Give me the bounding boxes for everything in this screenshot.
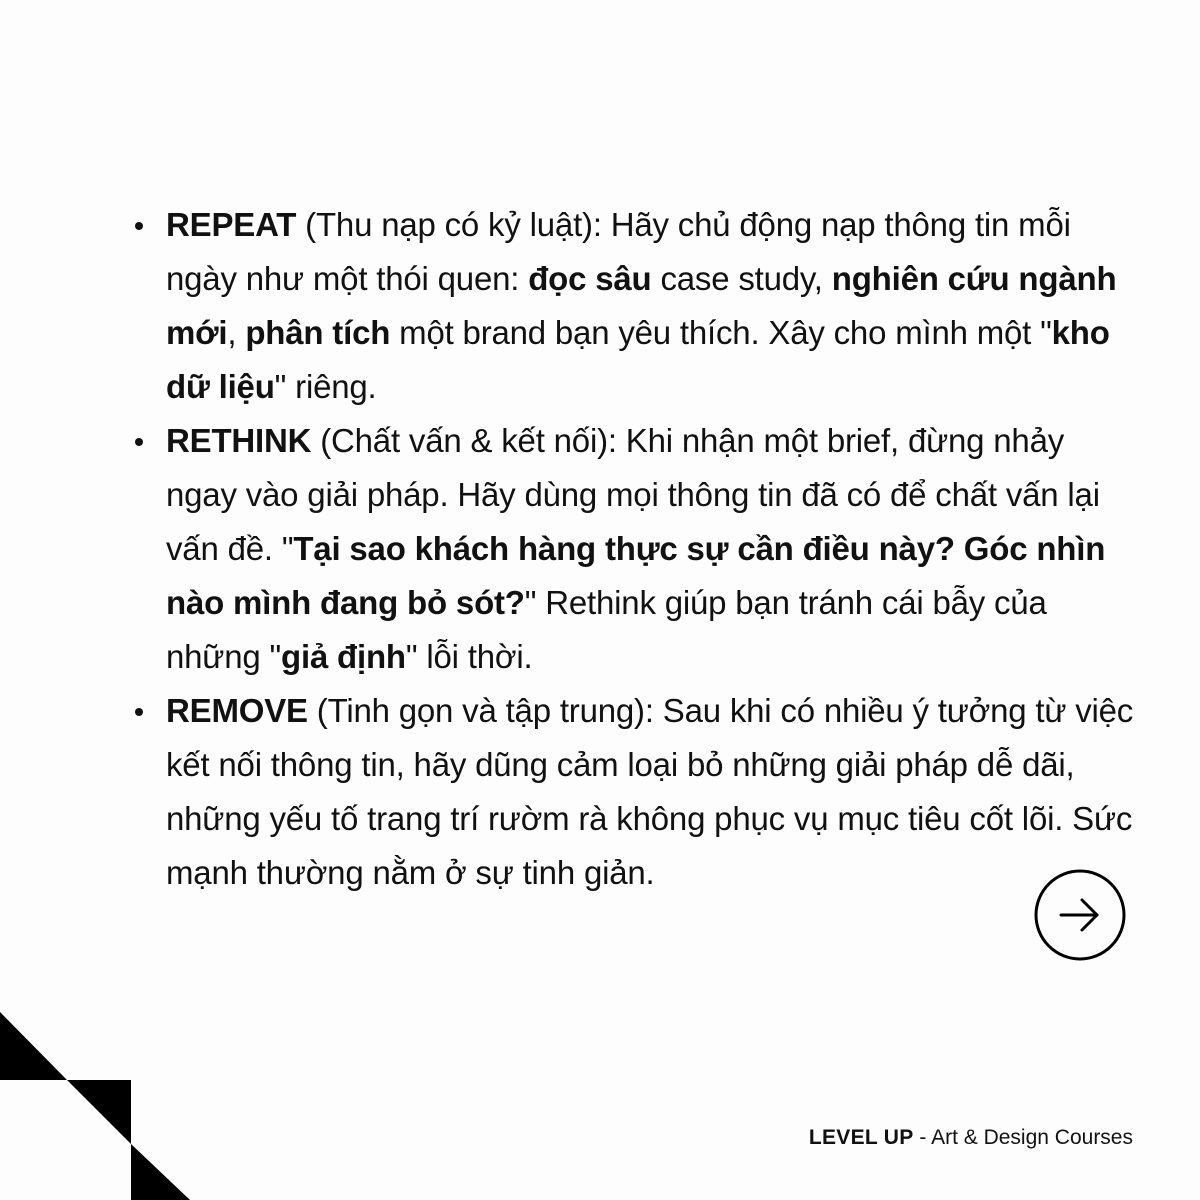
item-emphasis: kho dữ liệu (166, 314, 1110, 405)
bullet-dot (135, 222, 143, 230)
item-label: REMOVE (166, 692, 308, 729)
item-text: " lỗi thời. (405, 638, 533, 675)
content-area (130, 198, 1140, 900)
bullet-dot (135, 708, 143, 716)
list-item-repeat (130, 198, 1140, 414)
item-emphasis: giả định (281, 638, 406, 675)
item-text: " Rethink giúp bạn tránh cái bẫy của những " (166, 584, 1047, 675)
brand-name: LEVEL UP (808, 1126, 914, 1149)
footer-credit (809, 1124, 1133, 1152)
item-text: (Tinh gọn và tập trung): Sau khi có nhiều ý tưởng từ việc kết nối thông tin, hãy dũng cảm loại bỏ những giải pháp dễ dãi, những yếu tố trang trí rườm rà không phục vụ mục tiêu cốt lõi. Sức mạnh thường nằm ở sự tinh giản. (166, 692, 1134, 891)
bullet-list (130, 198, 1140, 900)
item-emphasis: nghiên cứu ngành mới (166, 260, 1117, 351)
list-item-remove (130, 684, 1140, 900)
brand-tagline: - Art & Design Courses (913, 1126, 1133, 1149)
list-item-rethink (130, 414, 1140, 684)
arrow-right-circle-icon (1034, 869, 1126, 961)
corner-triangles-decoration (0, 1012, 190, 1200)
item-text: (Thu nạp có kỷ luật): Hãy chủ động nạp thông tin mỗi ngày như một thói quen: (166, 206, 1071, 297)
item-label: RETHINK (166, 422, 312, 459)
item-text: (Chất vấn & kết nối): Khi nhận một brief, đừng nhảy ngay vào giải pháp. Hãy dùng mọi thông tin đã có để chất vấn lại vấn đề. " (166, 422, 1100, 567)
item-text: , (227, 314, 246, 351)
item-text: " riêng. (274, 368, 377, 405)
next-button[interactable] (1034, 869, 1126, 961)
item-text: case study, (651, 260, 832, 297)
triangle-shape (0, 1012, 67, 1080)
item-text: một brand bạn yêu thích. Xây cho mình một " (390, 314, 1052, 351)
item-label: REPEAT (166, 206, 297, 243)
bullet-dot (135, 438, 143, 446)
triangle-shape (131, 1144, 190, 1200)
item-emphasis: phân tích (245, 314, 391, 351)
triangle-shape (67, 1080, 131, 1144)
item-emphasis: Tại sao khách hàng thực sự cần điều này? Góc nhìn nào mình đang bỏ sót? (166, 530, 1106, 621)
item-emphasis: đọc sâu (528, 260, 652, 297)
